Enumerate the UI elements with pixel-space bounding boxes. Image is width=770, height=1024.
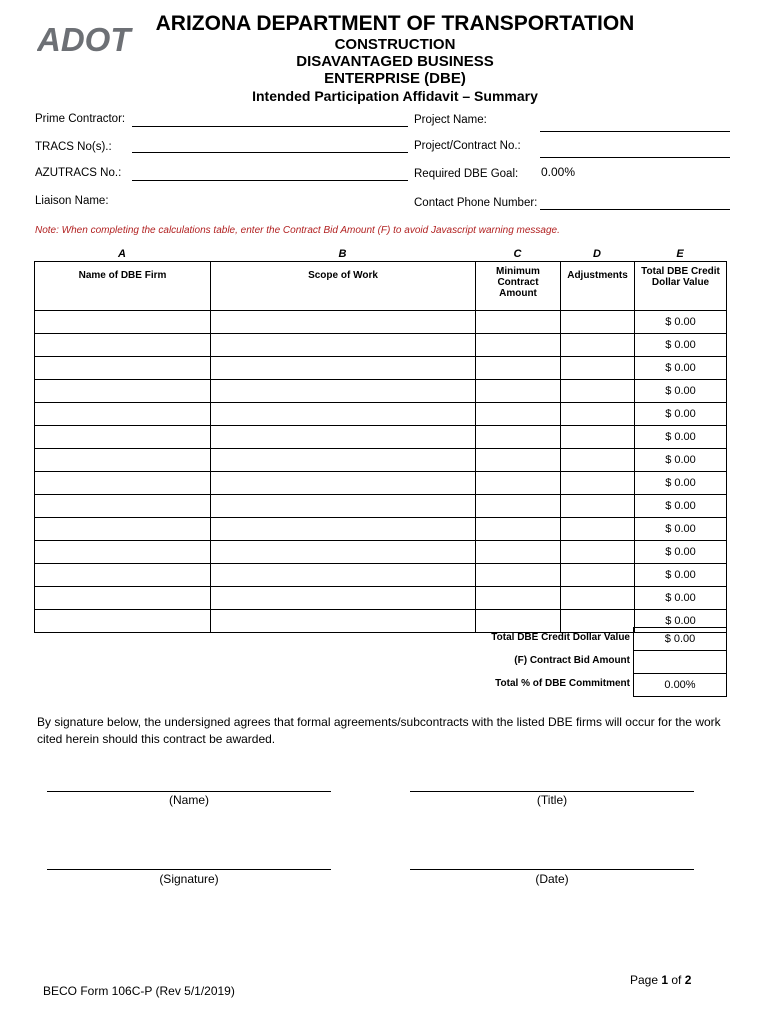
form-number: BECO Form 106C-P (Rev 5/1/2019) — [43, 984, 235, 998]
contract-bid-label: (F) Contract Bid Amount — [514, 655, 630, 666]
header-minimum-contract-amount: Minimum Contract Amount — [476, 262, 561, 311]
minimum-contract-cell[interactable] — [476, 518, 561, 541]
total-credit-cell: $ 0.00 — [635, 541, 727, 564]
name-caption: (Name) — [168, 793, 209, 807]
scope-of-work-cell[interactable] — [211, 357, 476, 380]
table-row — [35, 518, 727, 541]
title-caption: (Title) — [536, 793, 568, 807]
total-credit-cell: $ 0.00 — [635, 334, 727, 357]
dbe-firm-cell[interactable] — [35, 311, 211, 334]
table-row — [35, 380, 727, 403]
dbe-goal-field[interactable]: 0.00% — [541, 165, 576, 179]
scope-of-work-cell[interactable] — [211, 334, 476, 357]
prime-contractor-line — [132, 126, 408, 127]
project-contract-field[interactable] — [540, 141, 730, 157]
header-line-3: ENTERPRISE (DBE) — [324, 70, 466, 87]
adjustments-cell[interactable] — [561, 518, 635, 541]
adjustments-cell[interactable] — [561, 495, 635, 518]
minimum-contract-cell[interactable] — [476, 311, 561, 334]
total-credit-value: $ 0.00 — [633, 627, 727, 651]
scope-of-work-cell[interactable] — [211, 541, 476, 564]
signature-statement: By signature below, the undersigned agrees that formal agreements/subcontracts with the listed DBE firms will occur for the work cited herein should this contract be awarded. — [37, 715, 721, 746]
total-credit-cell: $ 0.00 — [635, 495, 727, 518]
commitment-label: Total % of DBE Commitment — [495, 678, 630, 689]
dbe-firm-cell[interactable] — [35, 541, 211, 564]
table-row — [35, 334, 727, 357]
prime-contractor-field[interactable] — [132, 110, 408, 126]
table-row — [35, 403, 727, 426]
table-row — [35, 564, 727, 587]
contract-bid-input[interactable] — [633, 650, 727, 674]
dbe-firm-cell[interactable] — [35, 380, 211, 403]
column-letter-d: D — [593, 248, 601, 260]
table-row — [35, 426, 727, 449]
header-line-1: CONSTRUCTION — [334, 36, 456, 53]
date-line[interactable] — [410, 869, 694, 870]
total-credit-cell: $ 0.00 — [635, 610, 727, 633]
project-name-line — [540, 131, 730, 132]
adjustments-cell[interactable] — [561, 541, 635, 564]
scope-of-work-cell[interactable] — [211, 426, 476, 449]
minimum-contract-cell[interactable] — [476, 495, 561, 518]
signature-caption: (Signature) — [159, 872, 219, 886]
minimum-contract-cell[interactable] — [476, 426, 561, 449]
tracs-field[interactable] — [132, 136, 408, 152]
dbe-firm-cell[interactable] — [35, 357, 211, 380]
scope-of-work-cell[interactable] — [211, 472, 476, 495]
table-row — [35, 311, 727, 334]
contact-phone-field[interactable] — [540, 193, 730, 209]
dbe-firm-cell[interactable] — [35, 426, 211, 449]
adjustments-cell[interactable] — [561, 357, 635, 380]
minimum-contract-cell[interactable] — [476, 357, 561, 380]
dbe-firm-cell[interactable] — [35, 564, 211, 587]
total-credit-cell: $ 0.00 — [635, 311, 727, 334]
azutracs-field[interactable] — [132, 164, 408, 180]
minimum-contract-cell[interactable] — [476, 564, 561, 587]
adjustments-cell[interactable] — [561, 426, 635, 449]
page-title: ARIZONA DEPARTMENT OF TRANSPORTATION — [155, 12, 635, 35]
header-line-2: DISAVANTAGED BUSINESS — [296, 53, 494, 70]
commitment-value: 0.00% — [633, 673, 727, 697]
page-total: 2 — [684, 973, 692, 987]
contract-bid-row — [474, 650, 726, 673]
scope-of-work-cell[interactable] — [211, 403, 476, 426]
scope-of-work-cell[interactable] — [211, 380, 476, 403]
scope-of-work-cell[interactable] — [211, 449, 476, 472]
adjustments-cell[interactable] — [561, 587, 635, 610]
azutracs-line — [132, 180, 408, 181]
minimum-contract-cell[interactable] — [476, 472, 561, 495]
total-credit-cell: $ 0.00 — [635, 564, 727, 587]
commitment-row — [474, 673, 726, 696]
title-line[interactable] — [410, 791, 694, 792]
adjustments-cell[interactable] — [561, 380, 635, 403]
minimum-contract-cell[interactable] — [476, 403, 561, 426]
dbe-firm-cell[interactable] — [35, 403, 211, 426]
column-letter-e: E — [676, 248, 684, 260]
azutracs-label: AZUTRACS No.: — [35, 167, 122, 179]
tracs-label: TRACS No(s).: — [35, 141, 112, 153]
total-credit-row — [474, 627, 726, 650]
dbe-firm-cell[interactable] — [35, 449, 211, 472]
column-letter-c: C — [513, 248, 522, 260]
dbe-firm-cell[interactable] — [35, 472, 211, 495]
page-number: 1 — [661, 973, 669, 987]
total-credit-cell: $ 0.00 — [635, 403, 727, 426]
liaison-label: Liaison Name: — [35, 195, 109, 207]
minimum-contract-cell[interactable] — [476, 334, 561, 357]
scope-of-work-cell[interactable] — [211, 518, 476, 541]
table-row — [35, 472, 727, 495]
header-dbe-firm: Name of DBE Firm — [35, 262, 211, 311]
minimum-contract-cell[interactable] — [476, 541, 561, 564]
dbe-table — [34, 261, 727, 633]
project-contract-line — [540, 157, 730, 158]
calculation-note: Note: When completing the calculations table, enter the Contract Bid Amount (F) to avoid Javascript warning message. — [35, 225, 560, 236]
signature-line[interactable] — [47, 869, 331, 870]
scope-of-work-cell[interactable] — [211, 311, 476, 334]
column-letter-b: B — [338, 248, 347, 260]
total-credit-cell: $ 0.00 — [635, 518, 727, 541]
dbe-firm-cell[interactable] — [35, 518, 211, 541]
adjustments-cell[interactable] — [561, 564, 635, 587]
total-credit-cell: $ 0.00 — [635, 426, 727, 449]
scope-of-work-cell[interactable] — [211, 610, 476, 633]
header-total-dbe-credit: Total DBE Credit Dollar Value — [635, 262, 727, 311]
header-adjustments: Adjustments — [561, 262, 635, 311]
dbe-firm-cell[interactable] — [35, 610, 211, 633]
liaison-field[interactable] — [132, 192, 408, 208]
dbe-firm-cell[interactable] — [35, 495, 211, 518]
header-scope-of-work: Scope of Work — [211, 262, 476, 311]
page-prefix: Page — [630, 973, 662, 987]
adjustments-cell[interactable] — [561, 403, 635, 426]
adjustments-cell[interactable] — [561, 311, 635, 334]
contact-phone-label: Contact Phone Number: — [414, 197, 538, 209]
form-subtitle: Intended Participation Affidavit – Summary — [252, 88, 538, 104]
total-credit-cell: $ 0.00 — [635, 472, 727, 495]
table-row — [35, 587, 727, 610]
total-credit-cell: $ 0.00 — [635, 587, 727, 610]
scope-of-work-cell[interactable] — [211, 587, 476, 610]
dbe-firm-cell[interactable] — [35, 334, 211, 357]
project-name-label: Project Name: — [414, 114, 487, 126]
table-row — [35, 495, 727, 518]
table-row — [35, 449, 727, 472]
adjustments-cell[interactable] — [561, 472, 635, 495]
scope-of-work-cell[interactable] — [211, 564, 476, 587]
date-caption: (Date) — [535, 872, 569, 886]
table-row — [35, 541, 727, 564]
adjustments-cell[interactable] — [561, 449, 635, 472]
page-indicator — [630, 973, 691, 987]
column-letter-a: A — [118, 248, 126, 260]
total-credit-cell: $ 0.00 — [635, 449, 727, 472]
total-credit-cell: $ 0.00 — [635, 357, 727, 380]
name-line[interactable] — [47, 791, 331, 792]
table-row — [35, 357, 727, 380]
dbe-goal-label: Required DBE Goal: — [414, 168, 519, 180]
tracs-line — [132, 152, 408, 153]
minimum-contract-cell[interactable] — [476, 380, 561, 403]
project-name-field[interactable] — [540, 115, 730, 131]
table-header-row — [35, 262, 727, 311]
total-credit-cell: $ 0.00 — [635, 380, 727, 403]
logo-text: ADOT — [37, 22, 131, 56]
scope-of-work-cell[interactable] — [211, 495, 476, 518]
minimum-contract-cell[interactable] — [476, 587, 561, 610]
minimum-contract-cell[interactable] — [476, 449, 561, 472]
total-credit-label: Total DBE Credit Dollar Value — [491, 632, 630, 643]
adjustments-cell[interactable] — [561, 334, 635, 357]
contact-phone-line — [540, 209, 730, 210]
project-contract-label: Project/Contract No.: — [414, 140, 521, 152]
page-of: of — [668, 973, 685, 987]
prime-contractor-label: Prime Contractor: — [35, 113, 126, 125]
dbe-firm-cell[interactable] — [35, 587, 211, 610]
